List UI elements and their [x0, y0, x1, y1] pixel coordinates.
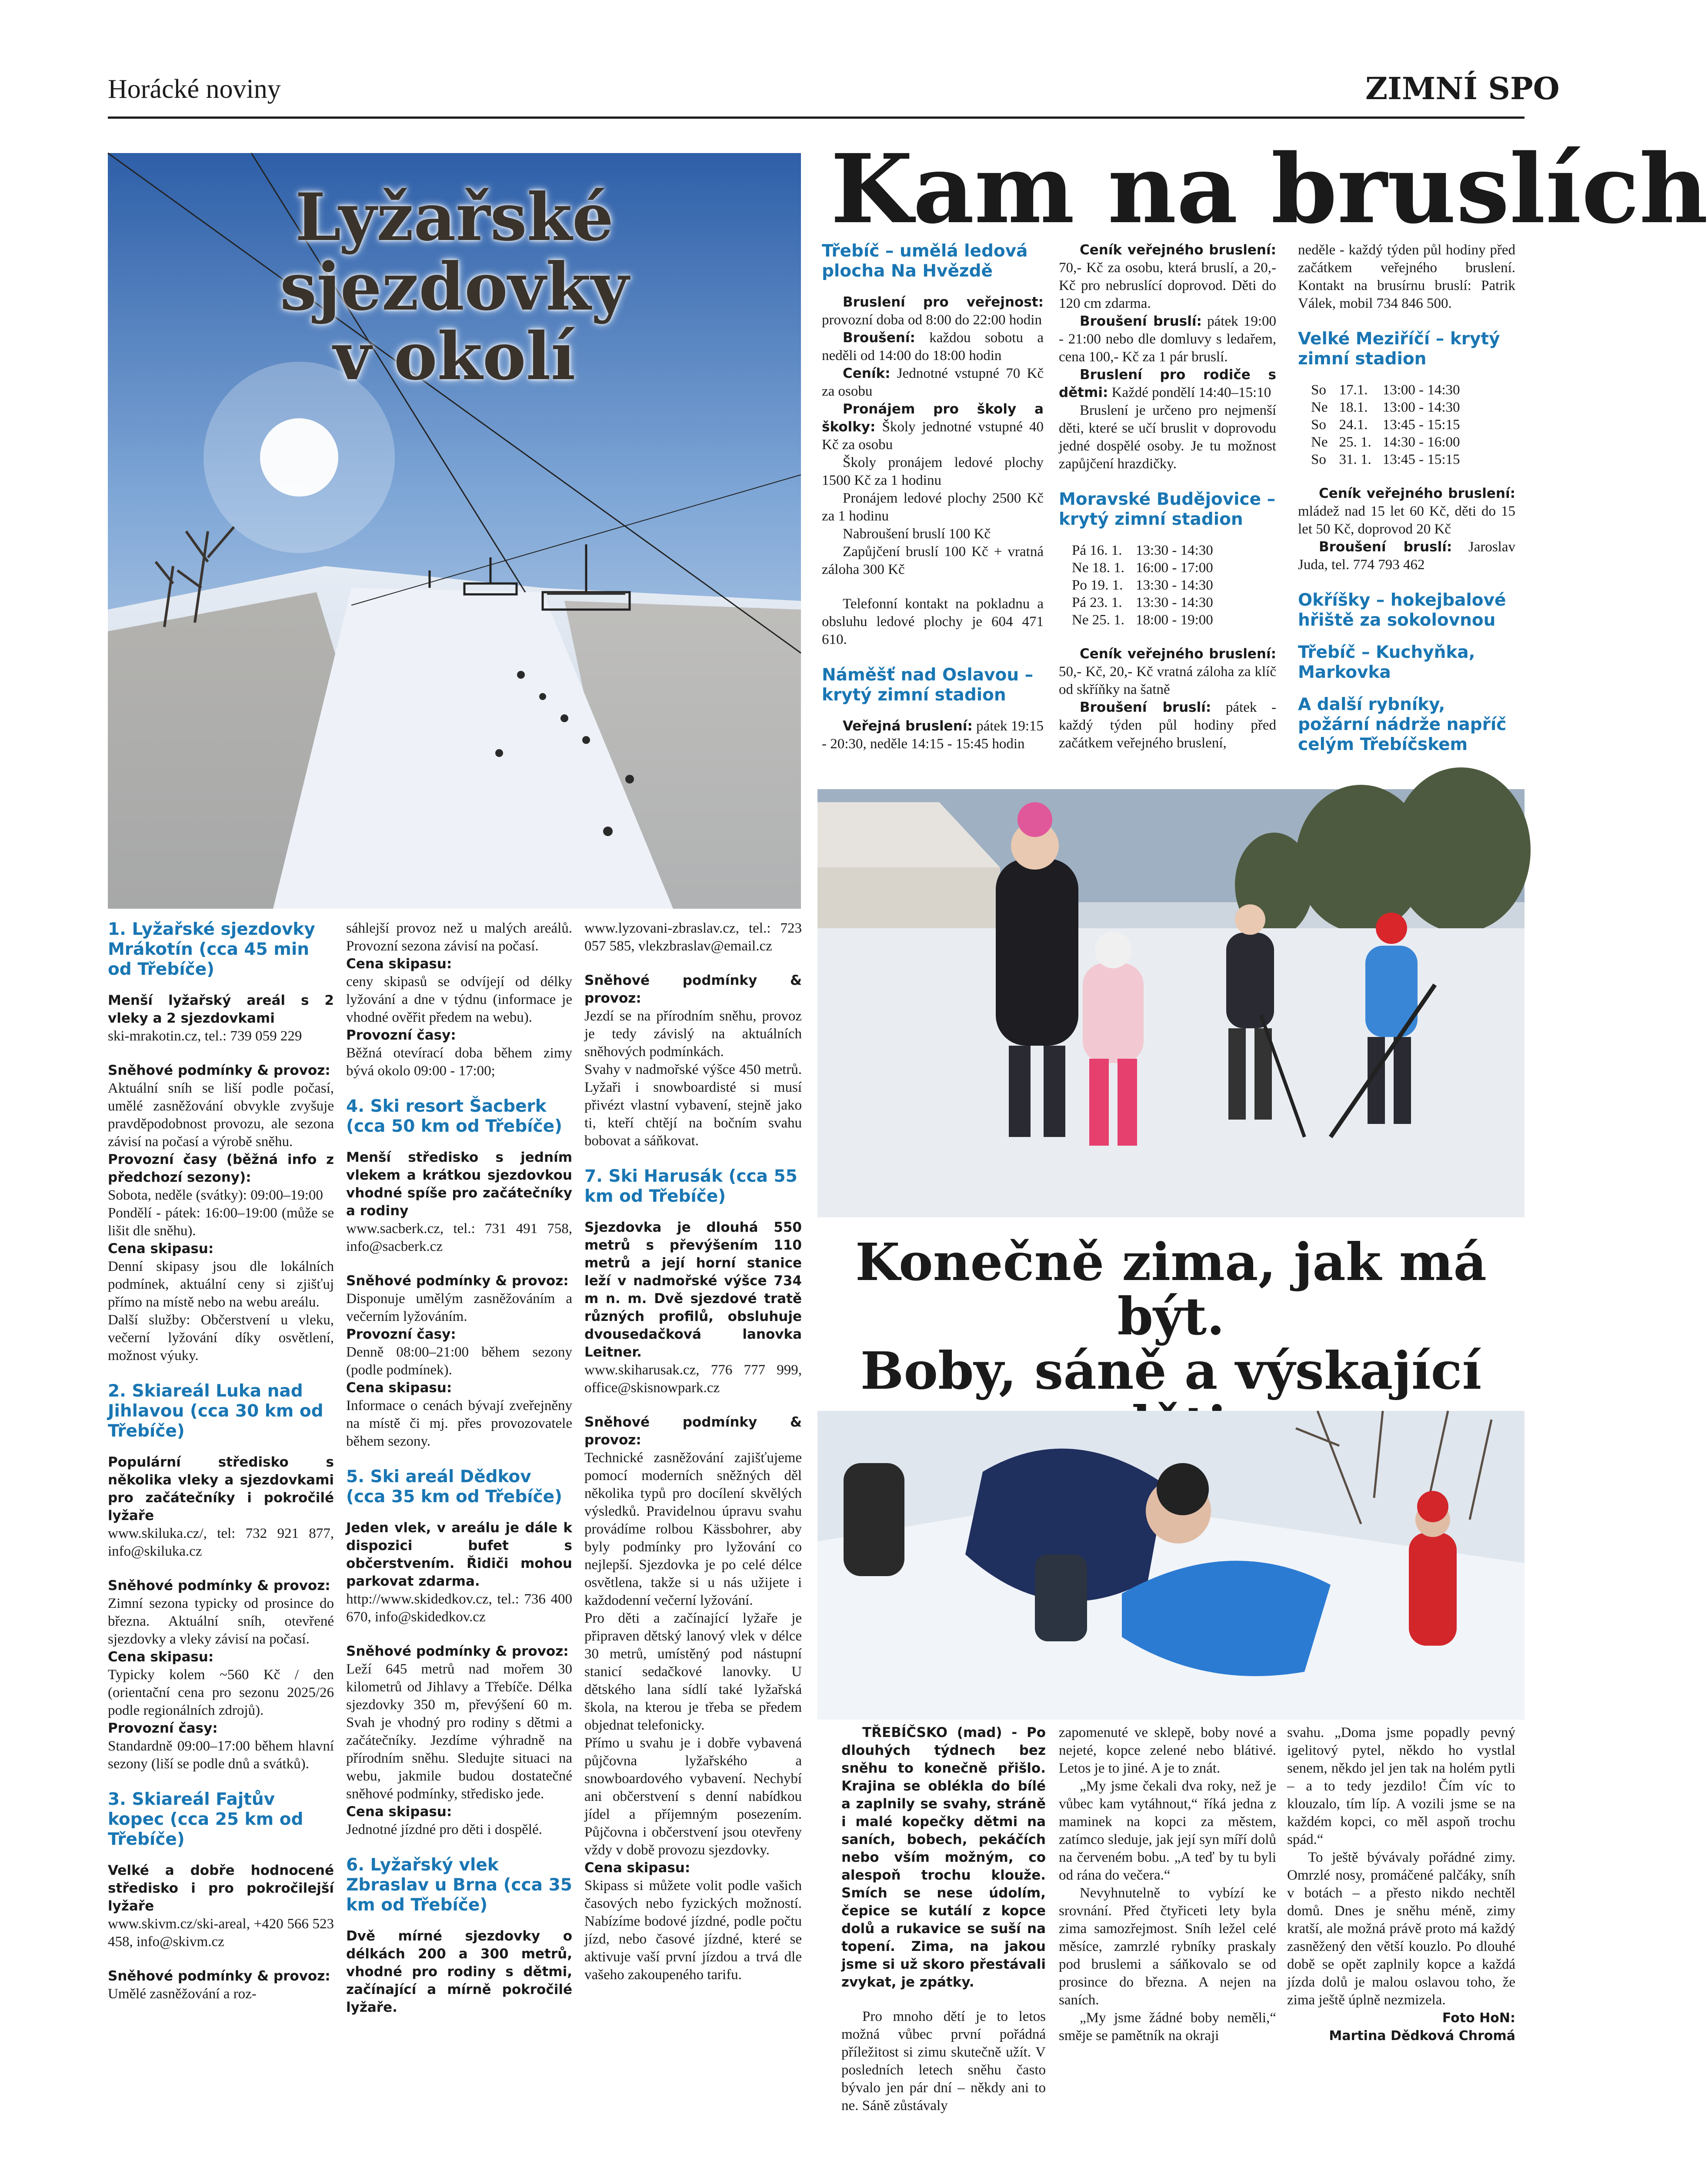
schedule-row — [1311, 381, 1471, 399]
bold-text: Sněhové podmínky & provoz: — [108, 1968, 330, 1984]
paragraph-text: Pronájem ledové plochy 2500 Kč za 1 hodinu — [822, 490, 1044, 524]
schedule-cell: 14:30 - 16:00 — [1382, 434, 1460, 450]
paragraph-text: „My jsme žádné boby neměli,“ směje se pamětník na okraji — [1059, 2010, 1276, 2044]
body-text: Další služby: Občerstvení u vleku, večerní lyžování díky osvětlení, možnost výuky. — [108, 1312, 334, 1364]
bold-label — [584, 1859, 802, 1877]
body-paragraph — [822, 365, 1044, 400]
body-text: zapomenuté ve sklepě, boby nové a nejeté, kopce zelené nebo blátivé. Letos je to jiné. A je to znát. — [1059, 1725, 1276, 1776]
ski-column-2 — [346, 920, 572, 2017]
schedule-cell: 18.1. — [1339, 400, 1368, 415]
schedule-row — [1311, 433, 1471, 451]
bold-label — [346, 1272, 572, 1290]
body-paragraph — [1059, 645, 1276, 699]
paragraph-text: 50,- Kč, 20,- Kč vratná záloha za klíč od skříňky na šatně — [1059, 664, 1276, 697]
winter-headline-line-1: Konečně zima, jak má být. — [855, 1232, 1487, 1347]
schedule-cell: Ne 25. 1. — [1072, 612, 1124, 628]
bold-label — [108, 1151, 334, 1187]
bold-text: Populární středisko s několika vleky a sjezdovkami pro začátečníky i pokročilé lyžaře — [108, 1454, 334, 1524]
sledding-illustration — [817, 1411, 1525, 1720]
paragraph-gap — [1298, 574, 1515, 590]
bold-text: Menší lyžařský areál s 2 vleky a 2 sjezdovkami — [108, 993, 334, 1026]
schedule-cell: So — [1311, 417, 1326, 433]
body-text: Informace o cenách bývají zveřejněny na místě či mj. přes provozovatele během sezony. — [346, 1398, 572, 1449]
paragraph-gap — [822, 579, 1044, 595]
paragraph-gap — [108, 1951, 334, 1967]
lead-label: Ceník: — [843, 366, 891, 381]
body-text: Jednotné jízdné pro děti i dospělé. — [346, 1822, 542, 1837]
paragraph-text: Telefonní kontakt na pokladnu a obsluhu ledové plochy je 604 471 610. — [822, 596, 1044, 647]
body-paragraph — [822, 595, 1044, 649]
ski-title-line-1: Lyžařské — [295, 179, 614, 256]
paragraph-text: To ještě bývávaly pořádné zimy. Omrzlé nosy, promáčené palčáky, sníh v botách – a přesto nikdo nechtěl domů. Dnes je sněhu méně, zimy kratší, ale možná právě proto má každý zasněžený den větší kouzlo. Po dlouhé době se opět zaplnily kopce a každá jízda dolů je malou oslavou toho, že zima ještě úplně nezmizela. — [1287, 1850, 1515, 2008]
body-paragraph — [1059, 366, 1276, 402]
body-text: Leží 645 metrů nad mořem 30 kilometrů od Jihlavy a Třebíče. Délka sjezdovky 350 m, převýšení 60 m. Svah je vhodný pro rodiny s dětmi a začátečníky. Jezdíme výhradně na přírodním sněhu. Sledujte situaci na webu, jakmile budou dostatečné sněhové podmínky, středisko jede. — [346, 1661, 572, 1802]
ski-column-3 — [584, 920, 802, 1984]
schedule-cell: Ne — [1311, 434, 1328, 450]
header-rule — [108, 117, 1525, 119]
winter-column-2 — [1059, 1724, 1276, 2045]
schedule-cell: 13:00 - 14:30 — [1382, 400, 1460, 415]
bold-text: Cena skipasu: — [108, 1649, 214, 1665]
body-paragraph — [841, 1724, 1046, 1991]
sledding-photo — [817, 1411, 1525, 1720]
bold-label — [108, 1577, 334, 1595]
lead-label: Broušení bruslí: — [1080, 313, 1202, 329]
body-text: Umělé zasněžování a roz- — [108, 1986, 257, 2002]
body-paragraph — [841, 2008, 1046, 2115]
body-text: Svahy v nadmořské výšce 450 metrů. Lyžaři i snowboardisté si musí přivézt vlastní vybavení, stejně jako ti, kteří chtějí na bočním svahu bobovat a sáňkovat. — [584, 1062, 802, 1149]
section-heading: Třebíč – umělá ledová plocha Na Hvězdě — [822, 241, 1028, 281]
schedule-cell: Po 19. 1. — [1072, 577, 1123, 593]
paragraph-text: Jednotné vstupné 70 Kč za osobu — [822, 366, 1044, 399]
section-heading: 6. Lyžařský vlek Zbraslav u Brna (cca 35 km od Třebíče) — [346, 1855, 572, 1915]
body-text: Sobota, neděle (svátky): 09:00–19:00 — [108, 1187, 323, 1203]
bold-text: Cena skipasu: — [584, 1860, 691, 1876]
schedule-row — [1311, 451, 1471, 468]
paragraph-gap — [841, 1991, 1046, 2008]
schedule-cell: 13:00 - 14:30 — [1382, 382, 1460, 398]
section-heading: Náměšť nad Oslavou – krytý zimní stadion — [822, 665, 1034, 705]
lead-label: Ceník veřejného bruslení: — [1080, 242, 1276, 258]
photo-credit: Foto HoN: — [1442, 2010, 1515, 2026]
lead-label: Ceník veřejného bruslení: — [1319, 486, 1515, 501]
section-heading: 4. Ski resort Šacberk (cca 50 km od Třebíče) — [346, 1097, 562, 1136]
section-heading: A další rybníky, požární nádrže napříč celým Třebíčskem — [1298, 695, 1507, 754]
body-paragraph — [822, 454, 1044, 490]
lead-label: Pronájem pro školy a školky: — [822, 401, 1044, 435]
body-text: Typicky kolem ~560 Kč / den (orientační cena pro sezonu 2025/26 podle regionálních zdrojů). — [108, 1667, 334, 1718]
winter-column-1 — [841, 1724, 1046, 2115]
bold-text: Sněhové podmínky & provoz: — [108, 1063, 330, 1078]
bold-text: Provozní časy (běžná info z předchozí sezony): — [108, 1152, 334, 1185]
schedule-cell: 13:45 - 15:15 — [1382, 417, 1460, 433]
body-text: Denní skipasy jsou dle lokálních podmínek, aktuální ceny si zjišťuj přímo na místě nebo na webu areálu. — [108, 1259, 334, 1310]
schedule-row — [1072, 542, 1224, 559]
skate-title: Kam na bruslích — [831, 133, 1708, 245]
section-heading: Velké Meziříčí – krytý zimní stadion — [1298, 329, 1500, 369]
winter-column-3 — [1287, 1724, 1515, 2045]
ski-column-1 — [108, 920, 334, 2003]
paragraph-text: Pro mnoho dětí je to letos možná vůbec první pořádná příležitost si zimu skutečně užít. V posledních letech sněhu často bývalo jen pár dní – někdy ani to ne. Sáně zůstávaly — [841, 2009, 1046, 2114]
body-text: Přímo u svahu je i dobře vybavená půjčovna lyžařského a snowboardového vybavení. Nechybí ani občerstvení s denní nabídkou jídel a příjemným posezením. Půjčovna i občerstvení jsou otevřeny vždy v době provozu sjezdovky. — [584, 1735, 802, 1858]
schedule-cell: 13:30 - 14:30 — [1135, 595, 1213, 610]
bold-text: Provozní časy: — [346, 1327, 456, 1342]
schedule-cell: 31. 1. — [1339, 452, 1371, 467]
schedule-row — [1072, 611, 1224, 629]
body-text: Skipass si můžete volit podle vašich časových nebo fyzických možností. Nabízíme bodové jízdné, podle počtu jízd, nebo časové jízdné, které se aktivuje vaší první jízdou a trvá dle vašeho zakoupeného tarifu. — [584, 1878, 802, 1983]
bold-label — [346, 1927, 572, 2017]
paragraph-gap — [584, 955, 802, 972]
body-text: www.sacberk.cz, tel.: 731 491 758, info@sacberk.cz — [346, 1221, 572, 1254]
body-text: neděle - každý týden půl hodiny před začátkem veřejného bruslení. Kontakt na brusírnu bruslí: Patrik Válek, mobil 734 846 500. — [1298, 242, 1515, 311]
body-paragraph — [822, 543, 1044, 579]
schedule-cell: 17.1. — [1339, 382, 1368, 398]
bold-label — [108, 1062, 334, 1080]
schedule-row — [1311, 399, 1471, 416]
body-paragraph — [822, 400, 1044, 454]
body-paragraph — [822, 293, 1044, 329]
paragraph-text: Jaroslav Juda, tel. 774 793 462 — [1298, 539, 1515, 573]
body-paragraph — [822, 490, 1044, 525]
body-text: www.skiharusak.cz, 776 777 999, office@skisnowpark.cz — [584, 1362, 802, 1396]
paragraph-text: Nevyhnutelně to vybízí ke srovnání. Před čtyřiceti lety byla zima samozřejmost. Sníh ležel celé měsíce, zamrzlé rybníky praskaly pod bruslemi a sáňkovalo se od prosince do března. A nejen na saních. — [1059, 1885, 1276, 2008]
schedule-cell: 13:30 - 14:30 — [1135, 577, 1213, 593]
section-title: ZIMNÍ SPO — [1365, 70, 1560, 107]
paragraph-gap — [108, 1365, 334, 1381]
paragraph-gap — [584, 1397, 802, 1414]
body-paragraph — [822, 525, 1044, 543]
schedule-cell: So — [1311, 452, 1326, 467]
section-heading: Moravské Budějovice – krytý zimní stadion — [1059, 490, 1276, 529]
schedule-row — [1072, 577, 1224, 594]
schedule-cell: So — [1311, 382, 1326, 398]
paragraph-text: každou sobotu a neděli od 14:00 do 18:00 hodin — [822, 330, 1044, 363]
schedule-table — [1311, 381, 1471, 468]
paragraph-text: Školy pronájem ledové plochy 1500 Kč za 1 hodinu — [822, 455, 1044, 488]
bold-text: Cena skipasu: — [346, 956, 452, 972]
paragraph-gap — [346, 1080, 572, 1097]
body-paragraph — [1287, 1849, 1515, 2009]
body-text: Pro děti a začínající lyžaře je připraven dětský lanový vlek v délce 30 metrů, umístěný pod nástupní stanicí sedačkové lanovky. U dětského lana sídlí také lyžařská škola, na kterou je třeba se předem objednat telefonicky. — [584, 1610, 802, 1733]
paragraph-gap — [1298, 468, 1515, 485]
bold-text: Velké a dobře hodnocené středisko i pro pokročilejší lyžaře — [108, 1863, 334, 1914]
paragraph-gap — [1298, 313, 1515, 329]
bold-label — [108, 1862, 334, 1915]
body-text: www.skivm.cz/ski-areal, +420 566 523 458, info@skivm.cz — [108, 1916, 334, 1950]
body-text: Jezdí se na přírodním sněhu, provoz je tedy závislý na aktuálních sněhových podmínkách. — [584, 1008, 802, 1060]
paragraph-text: „My jsme čekali dva roky, než je vůbec kam vytáhnout,“ říká jedna z maminek na kopci za městem, zatímco sleduje, jak její syn míří dolů na červeném bobu. „A teď by tu byli od rána do večera.“ — [1059, 1778, 1276, 1883]
paragraph-gap — [346, 1450, 572, 1467]
paragraph-gap — [346, 1839, 572, 1855]
body-text: Zimní sezona typicky od prosince do března. Aktuální sníh, otevřené sjezdovky a vleky závisí na počasí. — [108, 1596, 334, 1647]
bold-label — [108, 1240, 334, 1258]
body-text: www.lyzovani-zbraslav.cz, tel.: 723 057 585, vlekzbraslav@email.cz — [584, 920, 802, 954]
bold-label — [346, 1643, 572, 1660]
body-text: Disponuje umělým zasněžováním a večerním lyžováním. — [346, 1291, 572, 1324]
body-paragraph — [1059, 1884, 1276, 2009]
paragraph-gap — [1059, 473, 1276, 490]
schedule-cell: 13:30 - 14:30 — [1135, 543, 1213, 558]
body-text: Aktuální sníh se liší podle počasí, umělé zasněžování obvykle zvyšuje pravděpodobnost provozu, ale sezona závisí na počasí a výrobě sněhu. — [108, 1080, 334, 1150]
bold-text: Sněhové podmínky & provoz: — [346, 1273, 569, 1289]
bold-text: Dvě mírné sjezdovky o délkách 200 a 300 metrů, vhodné pro rodiny s dětmi, začínající a mírně pokročilé lyžaře. — [346, 1928, 572, 2015]
bold-text: Provozní časy: — [108, 1720, 218, 1736]
paragraph-text: pátek 19:00 - 21:00 nebo dle domluvy s ledařem, cena 100,- Kč za 1 pár bruslí. — [1059, 313, 1276, 365]
ice-skating-illustration — [817, 789, 1525, 1217]
schedule-cell: Ne 18. 1. — [1072, 560, 1124, 576]
body-paragraph — [1059, 699, 1276, 752]
body-text: Technické zasněžování zajišťujeme pomocí moderních sněžných děl několika typů pro docílení skvělých výsledků. Pravidelnou úpravu svahu provádíme rolbou Kässbohrer, aby byly podmínky pro lyžování co nejlepší. Sjezdovka je po celé délce osvětlena, takže si u nás užijete i každodenní večerní lyžování. — [584, 1450, 802, 1608]
body-paragraph — [1059, 1777, 1276, 1884]
schedule-cell: 18:00 - 19:00 — [1135, 612, 1213, 628]
bold-text: Sněhové podmínky & provoz: — [584, 973, 802, 1006]
lead-label: Broušení bruslí: — [1319, 539, 1452, 555]
lead-label: Bruslení pro veřejnost: — [843, 294, 1044, 310]
bold-label — [108, 1720, 334, 1737]
bold-label — [346, 1519, 572, 1590]
section-heading: 7. Ski Harusák (cca 55 km od Třebíče) — [584, 1167, 797, 1206]
bold-label — [346, 1027, 572, 1044]
bold-label — [584, 972, 802, 1007]
schedule-cell: Ne — [1311, 400, 1328, 415]
paragraph-text: 70,- Kč za osobu, která bruslí, a 20,- Kč pro nebruslící doprovod. Děti do 120 cm zdarma. — [1059, 260, 1276, 311]
bold-label — [346, 1326, 572, 1344]
ski-title-line-3: v okolí — [333, 318, 576, 395]
bold-label — [584, 1414, 802, 1449]
paragraph-text: Školy jednotné vstupné 40 Kč za osobu — [822, 419, 1044, 453]
body-text: Běžná otevírací doba během zimy bývá okolo 09:00 - 17:00; — [346, 1045, 572, 1079]
paragraph-text: provozní doba od 8:00 do 22:00 hodin — [822, 312, 1042, 328]
bold-text: Cena skipasu: — [346, 1380, 452, 1396]
paragraph-gap — [584, 1150, 802, 1167]
paragraph-text: pátek - každý týden půl hodiny před začátkem veřejného bruslení, — [1059, 700, 1276, 751]
bold-label — [108, 1648, 334, 1666]
paragraph-text: Zapůjčení bruslí 100 Kč + vratná záloha 300 Kč — [822, 544, 1044, 577]
newspaper-name: Horácké noviny — [108, 74, 281, 104]
body-paragraph — [822, 329, 1044, 365]
winter-headline-line-2: Boby, sáně a výskající — [860, 1340, 1482, 1401]
schedule-cell: 25. 1. — [1339, 434, 1371, 450]
section-heading: Třebíč – Kuchyňka, Markovka — [1298, 643, 1475, 682]
body-paragraph — [1298, 538, 1515, 574]
body-paragraph — [1059, 313, 1276, 366]
lead-label: TŘEBÍČSKO (mad) - Po dlouhých týdnech bez sněhu to konečně přišlo. Krajina se oblékla do bílé a zaplnily se svahy, stráně i malé kopečky dětmi na saních, bobech, pekáčích nebo vším možným, co alespoň trochu klouže. Smích se nese údolím, čepice se kutálí z kopce dolů a rukavice se suší na topení. Zima, na jakou jsme si už skoro přestávali zvykat, je zpátky. — [841, 1725, 1046, 1990]
body-text: http://www.skidedkov.cz, tel.: 736 400 670, info@skidedkov.cz — [346, 1591, 572, 1625]
schedule-cell: 24.1. — [1339, 417, 1368, 433]
bold-text: Cena skipasu: — [346, 1804, 452, 1820]
bold-label — [108, 992, 334, 1027]
body-text: ski-mrakotin.cz, tel.: 739 059 229 — [108, 1028, 302, 1044]
paragraph-gap — [108, 1045, 334, 1062]
lead-label: Bruslení pro rodiče s dětmi: — [1059, 367, 1276, 400]
bold-label — [346, 955, 572, 973]
bold-label — [346, 1803, 572, 1821]
lead-label: Broušení: — [843, 330, 915, 346]
paragraph-gap — [346, 1626, 572, 1643]
section-heading: 1. Lyžařské sjezdovky Mrákotín (cca 45 min od Třebíče) — [108, 920, 315, 979]
schedule-row — [1072, 594, 1224, 611]
body-text: www.skiluka.cz/, tel: 732 921 877, info@skiluka.cz — [108, 1526, 334, 1559]
bold-text: Sněhové podmínky & provoz: — [584, 1414, 802, 1448]
ski-title-line-2: sjezdovky — [280, 249, 629, 325]
bold-label — [108, 1454, 334, 1525]
body-paragraph — [1298, 485, 1515, 538]
bold-label — [346, 1379, 572, 1397]
body-paragraph — [1059, 402, 1276, 473]
body-text: ceny skipasů se odvíjejí od délky lyžování a dne v týdnu (informace je vhodné ověřit předem na webu). — [346, 974, 572, 1025]
bold-text: Sněhové podmínky & provoz: — [346, 1644, 569, 1659]
schedule-cell: Pá 16. 1. — [1072, 543, 1122, 558]
body-text: Pondělí - pátek: 16:00–19:00 (může se lišit dle sněhu). — [108, 1205, 334, 1239]
bold-text: Cena skipasu: — [108, 1241, 214, 1257]
bold-text: Sjezdovka je dlouhá 550 metrů s převýšením 110 metrů a její horní stanice leží v nadmořské výšce 734 m n. m. Dvě sjezdové tratě různých profilů, obsluhuje dvousedačková lanovka Leitner. — [584, 1220, 802, 1360]
lead-label: Broušení bruslí: — [1080, 700, 1211, 715]
photo-credit: Martina Dědková Chromá — [1329, 2028, 1515, 2044]
section-heading: 2. Skiareál Luka nad Jihlavou (cca 30 km od Třebíče) — [108, 1381, 324, 1441]
body-paragraph — [822, 717, 1044, 753]
body-paragraph — [1059, 2009, 1276, 2045]
bold-text: Menší středisko s jedním vlekem a krátkou sjezdovkou vhodné spíše pro začátečníky a rodiny — [346, 1150, 572, 1219]
section-heading: 3. Skiareál Fajtův kopec (cca 25 km od Třebíče) — [108, 1790, 304, 1849]
paragraph-text: Bruslení je určeno pro nejmenší děti, které se učí bruslit v doprovodu jedné dospělé osoby. Je tu možnost zapůjčení hrazdičky. — [1059, 403, 1276, 472]
ski-title — [108, 179, 801, 395]
skate-column-2 — [1059, 241, 1276, 752]
body-text: Denně 08:00–21:00 během sezony (podle podmínek). — [346, 1344, 572, 1378]
section-heading: Okříšky – hokejbalové hřiště za sokolovnou — [1298, 590, 1506, 630]
schedule-cell: 16:00 - 17:00 — [1135, 560, 1213, 576]
body-text: sáhlejší provoz než u malých areálů. Provozní sezona závisí na počasí. — [346, 920, 572, 954]
paragraph-gap — [822, 649, 1044, 665]
bold-label — [346, 1149, 572, 1220]
schedule-cell: Pá 23. 1. — [1072, 595, 1122, 610]
paragraph-text: Nabroušení bruslí 100 Kč — [843, 526, 991, 542]
paragraph-gap — [346, 1256, 572, 1272]
body-text: svahu. „Doma jsme popadly pevný igelitový pytel, někdo ho vystlal senem, někdo jel jen tak na holém pytli – a to tedy jezdilo! Čím víc to klouzalo, tím líp. A vozili jsme se na každém kopci, co měl aspoň trochu spád.“ — [1287, 1725, 1515, 1847]
paragraph-text: Každé pondělí 14:40–15:10 — [1108, 385, 1271, 400]
bold-label — [584, 1219, 802, 1361]
lead-label: Veřejná bruslení: — [843, 718, 973, 734]
body-text: Standardně 09:00–17:00 během hlavní sezony (liší se podle dnů a svátků). — [108, 1738, 334, 1772]
bold-text: Jeden vlek, v areálu je dále k dispozici bufet s občerstvením. Řidiči mohou parkovat zdarma. — [346, 1520, 572, 1589]
schedule-row — [1311, 416, 1471, 433]
paragraph-gap — [108, 1773, 334, 1790]
bold-text: Provozní časy: — [346, 1027, 456, 1043]
paragraph-text: pátek 19:15 - 20:30, neděle 14:15 - 15:45 hodin — [822, 718, 1044, 752]
paragraph-gap — [1059, 629, 1276, 645]
lead-label: Ceník veřejného bruslení: — [1080, 646, 1276, 662]
paragraph-gap — [108, 1560, 334, 1577]
schedule-table — [1072, 542, 1224, 629]
schedule-cell: 13:45 - 15:15 — [1382, 452, 1460, 467]
skate-column-1 — [822, 241, 1044, 753]
bold-text: Sněhové podmínky & provoz: — [108, 1578, 330, 1594]
schedule-row — [1072, 559, 1224, 577]
paragraph-text: mládež nad 15 let 60 Kč, děti do 15 let 50 Kč, doprovod 20 Kč — [1298, 503, 1515, 537]
skate-column-3 — [1298, 241, 1515, 767]
section-heading: 5. Ski areál Dědkov (cca 35 km od Třebíče) — [346, 1467, 562, 1507]
ice-skating-photo — [817, 789, 1525, 1217]
body-paragraph — [1059, 241, 1276, 313]
bold-label — [108, 1967, 334, 1985]
